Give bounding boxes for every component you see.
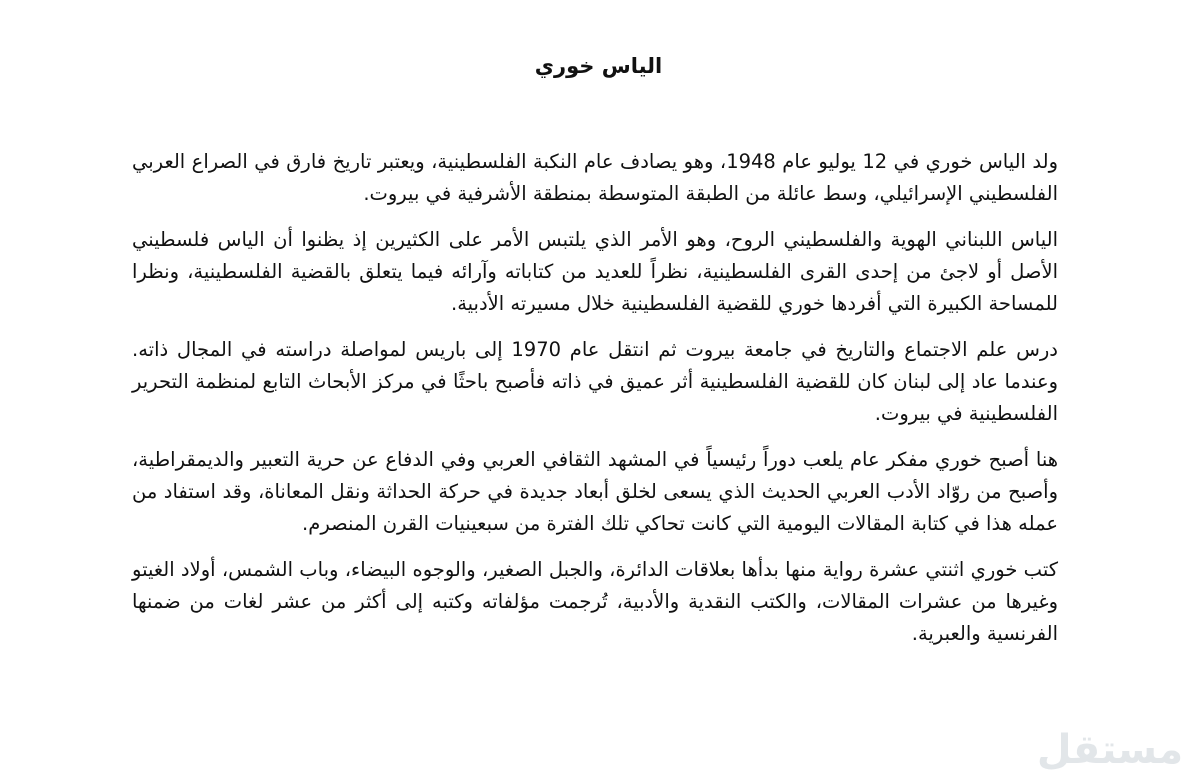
article-body: [132, 146, 1058, 664]
page-title: الياس خوري: [534, 54, 663, 78]
paragraph-works: كتب خوري اثنتي عشرة رواية منها بدأها بعلاقات الدائرة، والجبل الصغير، والوجوه البيضاء، وباب الشمس، أولاد الغيتو وغيرها من عشرات المقالات، والكتب النقدية والأدبية، تُرجمت مؤلفاته وكتبه إلى أكثر من عشر لغات من ضمنها الفرنسية والعبرية.: [132, 558, 1058, 645]
paragraph-education: درس علم الاجتماع والتاريخ في جامعة بيروت ثم انتقل عام 1970 إلى باريس لمواصلة دراسته في المجال ذاته. وعندما عاد إلى لبنان كان للقضية الفلسطينية أثر عميق في ذاته فأصبح باحثًا في مركز الأبحاث التابع لمنظمة التحرير الفلسطينية في بيروت.: [132, 338, 1058, 425]
paragraph-birth: ولد الياس خوري في 12 يوليو عام 1948، وهو يصادف عام النكبة الفلسطينية، ويعتبر تاريخ فارق في الصراع العربي الفلسطيني الإسرائيلي، وسط عائلة من الطبقة المتوسطة بمنطقة الأشرفية في بيروت.: [132, 150, 1058, 205]
paragraph-identity: الياس اللبناني الهوية والفلسطيني الروح، وهو الأمر الذي يلتبس الأمر على الكثيرين إذ يظنوا أن الياس فلسطيني الأصل أو لاجئ من إحدى القرى الفلسطينية، نظراً للعديد من كتاباته وآرائه فيما يتعلق بالقضية الفلسطينية، ونظرا للمساحة الكبيرة التي أفردها خوري للقضية الفلسطينية خلال مسيرته الأدبية.: [132, 228, 1058, 315]
paragraph-career: هنا أصبح خوري مفكر عام يلعب دوراً رئيسياً في المشهد الثقافي العربي وفي الدفاع عن حرية التعبير والديمقراطية، وأصبح من روّاد الأدب العربي الحديث الذي يسعى لخلق أبعاد جديدة في حركة الحداثة ونقل المعاناة، وقد استفاد من عمله هذا في كتابة المقالات اليومية التي كانت تحاكي تلك الفترة من سبعينيات القرن المنصرم.: [132, 448, 1058, 535]
watermark-text: مستقل: [1036, 727, 1184, 773]
watermark-logo: [1035, 717, 1185, 781]
